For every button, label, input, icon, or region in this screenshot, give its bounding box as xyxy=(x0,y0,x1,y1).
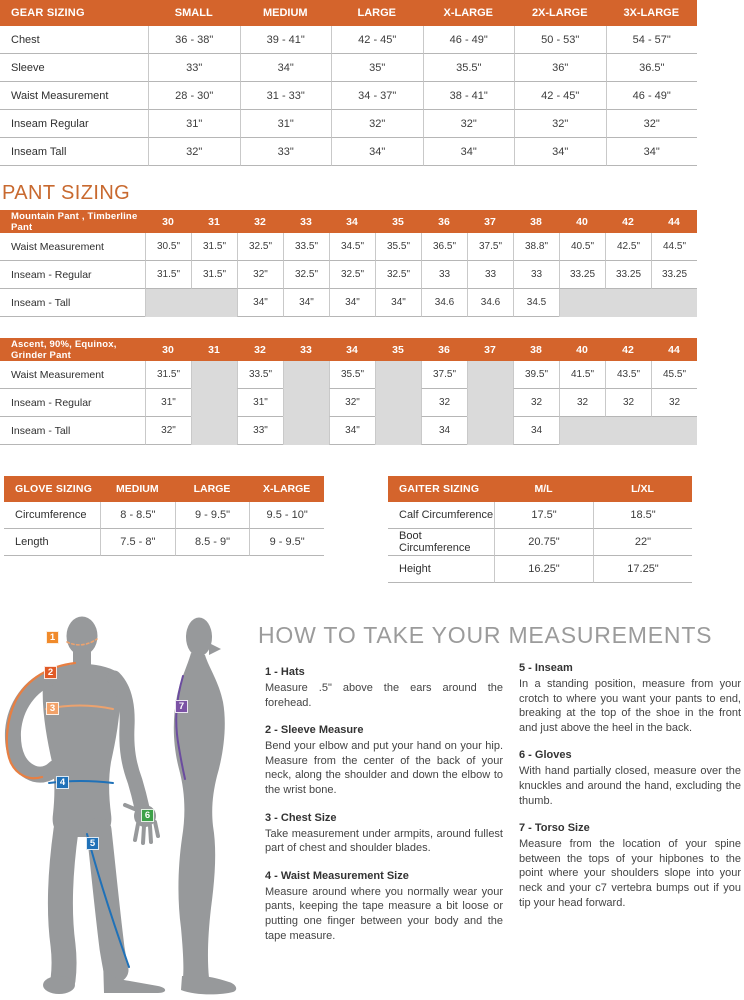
value-cell: 17.5" xyxy=(494,502,593,529)
value-cell: 39.5" xyxy=(513,361,559,389)
row-label: Inseam - Tall xyxy=(0,289,145,317)
measure-marker-7: 7 xyxy=(175,700,188,713)
step-body: Bend your elbow and put your hand on your hip. Measure from the center of the back of your neck, along the shoulder and down the elbow to the wrist bone. xyxy=(265,740,503,796)
value-cell: 31" xyxy=(145,389,191,417)
row-label: Boot Circumference xyxy=(388,529,494,556)
value-cell: 39 - 41" xyxy=(240,26,332,54)
step-heading: 2 - Sleeve Measure xyxy=(265,724,364,737)
row-label: Sleeve xyxy=(0,54,148,82)
column-header: 34 xyxy=(346,343,358,356)
column-header: 36 xyxy=(438,215,450,228)
step-body: Measure .5" above the ears around the forehead. xyxy=(265,682,503,709)
column-header: MEDIUM xyxy=(262,7,308,19)
column-header: M/L xyxy=(534,483,553,495)
value-cell: 7.5 - 8" xyxy=(100,529,175,556)
column-header: 44 xyxy=(668,215,680,228)
value-cell: 33" xyxy=(237,417,283,445)
value-cell: 38 - 41" xyxy=(423,82,515,110)
value-cell: 34" xyxy=(283,289,329,317)
value-cell: 34.5 xyxy=(513,289,559,317)
value-cell: 45.5" xyxy=(651,361,697,389)
value-cell: 32 xyxy=(421,389,467,417)
value-cell: 34" xyxy=(606,138,698,166)
measure-marker-2: 2 xyxy=(44,666,57,679)
table-row xyxy=(0,417,697,445)
column-header: 32 xyxy=(254,215,266,228)
column-header: 30 xyxy=(162,215,174,228)
table-row xyxy=(388,556,692,583)
value-cell: 33 xyxy=(467,261,513,289)
value-cell: 32" xyxy=(423,110,515,138)
column-header: 40 xyxy=(576,215,588,228)
value-cell: 46 - 49" xyxy=(423,26,515,54)
value-cell: 32.5" xyxy=(329,261,375,289)
table-title: Mountain Pant , Timberline Pant xyxy=(11,210,138,233)
row-label: Height xyxy=(388,556,494,583)
empty-cell xyxy=(145,289,191,317)
table-row xyxy=(388,502,692,529)
empty-cell xyxy=(191,389,237,417)
value-cell: 8.5 - 9" xyxy=(175,529,250,556)
value-cell: 9.5 - 10" xyxy=(249,502,324,529)
measurement-steps-left xyxy=(265,666,503,957)
measurement-step xyxy=(519,822,741,910)
table-row xyxy=(0,26,697,54)
row-label: Inseam - Tall xyxy=(0,417,145,445)
column-header: MEDIUM xyxy=(116,483,159,495)
table-row xyxy=(0,82,697,110)
value-cell: 34.5" xyxy=(329,233,375,261)
value-cell: 22" xyxy=(593,529,692,556)
row-label: Waist Measurement xyxy=(0,233,145,261)
value-cell: 33.5" xyxy=(237,361,283,389)
value-cell: 42.5" xyxy=(605,233,651,261)
table-title: GLOVE SIZING xyxy=(15,483,93,495)
column-header: 36 xyxy=(438,343,450,356)
value-cell: 32" xyxy=(329,389,375,417)
table-row xyxy=(0,233,697,261)
table-row xyxy=(388,529,692,556)
column-header: 30 xyxy=(162,343,174,356)
row-label: Length xyxy=(4,529,100,556)
row-label: Inseam Regular xyxy=(0,110,148,138)
column-header: 40 xyxy=(576,343,588,356)
value-cell: 31.5" xyxy=(145,361,191,389)
empty-cell xyxy=(283,417,329,445)
column-header: 33 xyxy=(300,215,312,228)
value-cell: 42 - 45" xyxy=(514,82,606,110)
value-cell: 36.5" xyxy=(606,54,698,82)
value-cell: 37.5" xyxy=(467,233,513,261)
column-header: X-LARGE xyxy=(263,483,311,495)
measurement-steps-right xyxy=(519,662,741,924)
value-cell: 18.5" xyxy=(593,502,692,529)
empty-cell xyxy=(191,361,237,389)
table-header-row xyxy=(388,476,692,502)
value-cell: 34" xyxy=(331,138,423,166)
measure-marker-5: 5 xyxy=(86,837,99,850)
measure-marker-3: 3 xyxy=(46,702,59,715)
row-label: Calf Circumference xyxy=(388,502,494,529)
mountain-timberline-pant-table xyxy=(0,210,697,317)
column-header: SMALL xyxy=(174,7,213,19)
value-cell: 33" xyxy=(240,138,332,166)
column-header: 35 xyxy=(392,215,404,228)
value-cell: 34 xyxy=(513,417,559,445)
step-heading: 5 - Inseam xyxy=(519,662,573,674)
table-row xyxy=(0,389,697,417)
measurement-step xyxy=(265,812,503,856)
value-cell: 33 xyxy=(421,261,467,289)
value-cell: 34.6 xyxy=(421,289,467,317)
value-cell: 33.5" xyxy=(283,233,329,261)
measurement-step xyxy=(519,749,741,808)
table-row xyxy=(4,502,324,529)
table-row xyxy=(0,361,697,389)
empty-cell xyxy=(283,361,329,389)
value-cell: 31.5" xyxy=(145,261,191,289)
value-cell: 31" xyxy=(148,110,240,138)
measure-marker-4: 4 xyxy=(56,776,69,789)
row-label: Inseam - Regular xyxy=(0,261,145,289)
empty-cell xyxy=(283,389,329,417)
empty-cell xyxy=(605,417,651,445)
column-header: 3X-LARGE xyxy=(623,7,680,19)
column-header: 35 xyxy=(392,343,404,356)
row-label: Chest xyxy=(0,26,148,54)
value-cell: 20.75" xyxy=(494,529,593,556)
value-cell: 33" xyxy=(148,54,240,82)
value-cell: 43.5" xyxy=(605,361,651,389)
value-cell: 54 - 57" xyxy=(606,26,698,54)
column-header: 31 xyxy=(208,215,220,228)
value-cell: 34" xyxy=(514,138,606,166)
value-cell: 34 - 37" xyxy=(331,82,423,110)
body-silhouettes-illustration xyxy=(0,600,250,1000)
empty-cell xyxy=(467,389,513,417)
value-cell: 32 xyxy=(651,389,697,417)
empty-cell xyxy=(651,289,697,317)
value-cell: 16.25" xyxy=(494,556,593,583)
step-heading: 1 - Hats xyxy=(265,666,305,678)
value-cell: 36.5" xyxy=(421,233,467,261)
row-label: Inseam Tall xyxy=(0,138,148,166)
value-cell: 32 xyxy=(605,389,651,417)
column-header: 32 xyxy=(254,343,266,356)
empty-cell xyxy=(191,289,237,317)
value-cell: 32" xyxy=(606,110,698,138)
column-header: X-LARGE xyxy=(443,7,493,19)
empty-cell xyxy=(375,361,421,389)
empty-cell xyxy=(191,417,237,445)
value-cell: 37.5" xyxy=(421,361,467,389)
value-cell: 32.5" xyxy=(375,261,421,289)
column-header: 44 xyxy=(668,343,680,356)
empty-cell xyxy=(375,417,421,445)
measure-marker-1: 1 xyxy=(46,631,59,644)
row-label: Circumference xyxy=(4,502,100,529)
table-row xyxy=(0,261,697,289)
empty-cell xyxy=(467,417,513,445)
measure-marker-6: 6 xyxy=(141,809,154,822)
gaiter-sizing-table xyxy=(388,476,692,583)
how-to-title: HOW TO TAKE YOUR MEASUREMENTS xyxy=(258,622,713,648)
value-cell: 31.5" xyxy=(191,261,237,289)
value-cell: 34" xyxy=(329,289,375,317)
measurement-step xyxy=(519,662,741,735)
column-header: 34 xyxy=(346,215,358,228)
value-cell: 44.5" xyxy=(651,233,697,261)
empty-cell xyxy=(651,417,697,445)
value-cell: 34" xyxy=(237,289,283,317)
value-cell: 34" xyxy=(423,138,515,166)
value-cell: 36" xyxy=(514,54,606,82)
value-cell: 32 xyxy=(513,389,559,417)
measurement-step xyxy=(265,666,503,710)
value-cell: 28 - 30" xyxy=(148,82,240,110)
table-header-row xyxy=(0,0,697,26)
value-cell: 31" xyxy=(240,110,332,138)
value-cell: 34" xyxy=(375,289,421,317)
value-cell: 17.25" xyxy=(593,556,692,583)
row-label: Waist Measurement xyxy=(0,82,148,110)
value-cell: 35.5" xyxy=(423,54,515,82)
value-cell: 32" xyxy=(237,261,283,289)
value-cell: 9 - 9.5" xyxy=(249,529,324,556)
value-cell: 35" xyxy=(331,54,423,82)
ascent-equinox-grinder-pant-table xyxy=(0,338,697,445)
step-body: In a standing position, measure from your crotch to where you want your pants to end, breaking at the top of the shoe in the front and just above the heel in the back. xyxy=(519,678,741,734)
value-cell: 34" xyxy=(240,54,332,82)
value-cell: 40.5" xyxy=(559,233,605,261)
step-heading: 6 - Gloves xyxy=(519,749,572,762)
value-cell: 31.5" xyxy=(191,233,237,261)
table-row xyxy=(0,138,697,166)
value-cell: 9 - 9.5" xyxy=(175,502,250,529)
table-header-row xyxy=(4,476,324,502)
column-header: 31 xyxy=(208,343,220,356)
column-header: L/XL xyxy=(631,483,654,495)
empty-cell xyxy=(467,361,513,389)
value-cell: 32" xyxy=(331,110,423,138)
table-row xyxy=(4,529,324,556)
table-row xyxy=(0,110,697,138)
value-cell: 33.25 xyxy=(559,261,605,289)
measurement-step xyxy=(265,870,503,943)
step-heading: 7 - Torso Size xyxy=(519,822,590,835)
column-header: LARGE xyxy=(357,7,396,19)
value-cell: 8 - 8.5" xyxy=(100,502,175,529)
table-title: Ascent, 90%, Equinox, Grinder Pant xyxy=(11,338,117,361)
empty-cell xyxy=(559,289,605,317)
value-cell: 38.8" xyxy=(513,233,559,261)
value-cell: 46 - 49" xyxy=(606,82,698,110)
column-header: 38 xyxy=(530,343,542,356)
value-cell: 33 xyxy=(513,261,559,289)
column-header: 42 xyxy=(622,343,634,356)
column-header: 37 xyxy=(484,343,496,356)
value-cell: 33.25 xyxy=(651,261,697,289)
row-label: Waist Measurement xyxy=(0,361,145,389)
gear-sizing-table xyxy=(0,0,697,166)
column-header: 37 xyxy=(484,215,496,228)
table-row xyxy=(0,54,697,82)
value-cell: 36 - 38" xyxy=(148,26,240,54)
column-header: 2X-LARGE xyxy=(531,7,588,19)
value-cell: 32.5" xyxy=(283,261,329,289)
value-cell: 30.5" xyxy=(145,233,191,261)
value-cell: 32" xyxy=(148,138,240,166)
step-body: Measure around where you normally wear your pants, keeping the tape measure a bit loose or putting one finger between your body and the tape measure. xyxy=(265,885,503,942)
value-cell: 42 - 45" xyxy=(331,26,423,54)
table-row xyxy=(0,289,697,317)
table-title: GEAR SIZING xyxy=(11,7,85,19)
value-cell: 35.5" xyxy=(375,233,421,261)
value-cell: 32" xyxy=(514,110,606,138)
table-title: GAITER SIZING xyxy=(399,483,480,495)
empty-cell xyxy=(559,417,605,445)
value-cell: 32.5" xyxy=(237,233,283,261)
column-header: 42 xyxy=(622,215,634,228)
value-cell: 33.25 xyxy=(605,261,651,289)
step-body: Measure from the location of your spine between the tops of your hipbones to the point where your shoulders slope into your neck and your c7 vertebra bumps out if you tip your head forward. xyxy=(519,838,741,909)
front-figure-silhouette xyxy=(13,617,165,995)
measurement-step xyxy=(265,724,503,797)
column-header: 38 xyxy=(530,215,542,228)
value-cell: 50 - 53" xyxy=(514,26,606,54)
empty-cell xyxy=(375,389,421,417)
pant-sizing-title: PANT SIZING xyxy=(2,182,131,204)
table-header-row xyxy=(0,210,697,233)
step-body: Take measurement under armpits, around fullest part of chest and shoulder blades. xyxy=(265,827,503,855)
value-cell: 32" xyxy=(145,417,191,445)
value-cell: 31" xyxy=(237,389,283,417)
value-cell: 32 xyxy=(559,389,605,417)
row-label: Inseam - Regular xyxy=(0,389,145,417)
column-header: LARGE xyxy=(193,483,231,495)
step-body: With hand partially closed, measure over the knuckles and around the hand, excluding the thumb. xyxy=(519,765,741,807)
step-heading: 3 - Chest Size xyxy=(265,811,337,824)
table-header-row xyxy=(0,338,697,361)
value-cell: 34" xyxy=(329,417,375,445)
value-cell: 31 - 33" xyxy=(240,82,332,110)
step-heading: 4 - Waist Measurement Size xyxy=(265,869,409,882)
value-cell: 34 xyxy=(421,417,467,445)
value-cell: 34.6 xyxy=(467,289,513,317)
column-header: 33 xyxy=(300,343,312,356)
measurement-figures xyxy=(0,600,250,1000)
empty-cell xyxy=(605,289,651,317)
value-cell: 41.5" xyxy=(559,361,605,389)
glove-sizing-table xyxy=(4,476,324,556)
side-figure-silhouette xyxy=(174,618,236,995)
value-cell: 35.5" xyxy=(329,361,375,389)
